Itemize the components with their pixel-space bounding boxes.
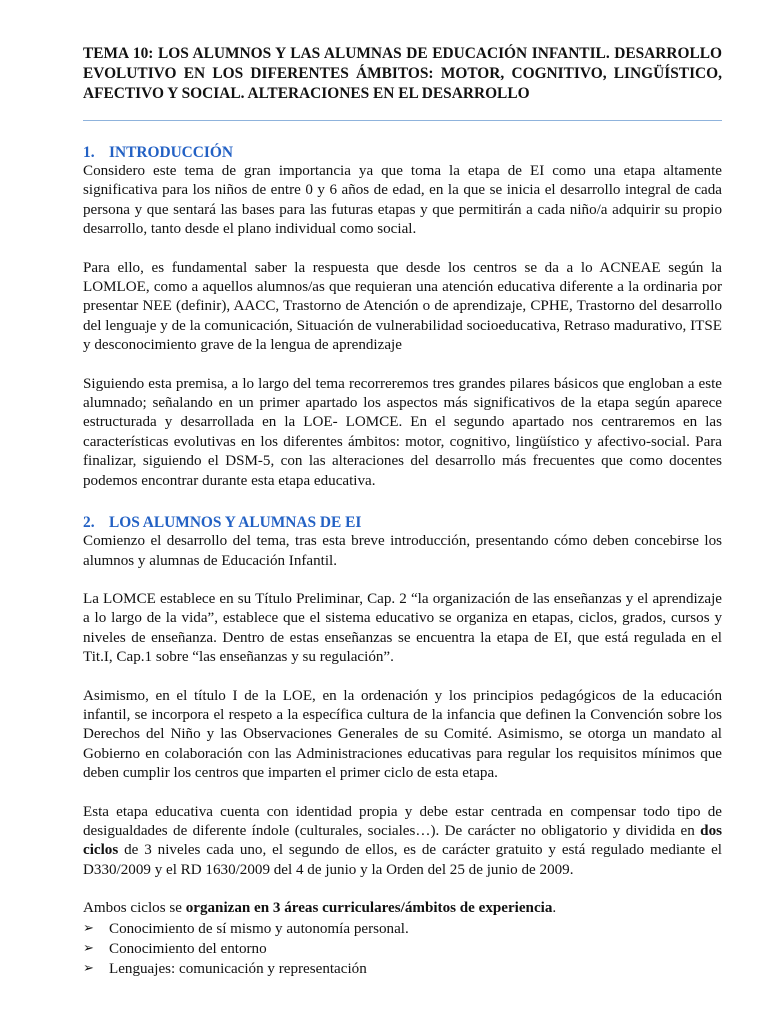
paragraph-5-text-start: Ambos ciclos se [83, 900, 186, 917]
section-1-paragraph-3: Siguiendo esta premisa, a lo largo del tema recorreremos tres grandes pilares básicos que engloban a este alumnado; señalando en un primer apartado los aspectos más significativos de la etapa según aparece estructurada y desarrollada en la LOE- LOMCE. En el segundo apartado nos centraremos en las características evolutivas en los diferentes ámbitos: motor, cognitivo, lingüístico y afectivo-social. Para finalizar, siguiendo el DSM-5, con las alteraciones del desarrollo más frecuentes que como docentes podemos encontrar durante esta etapa educativa. [83, 375, 722, 489]
paragraph-4-text-start: Esta etapa educativa cuenta con identidad propia y debe estar centrada en compensar todo tipo de desigualdades de diferente índole (culturales, sociales…). De carácter no obligatorio y dividida en [83, 803, 722, 839]
list-item [83, 959, 722, 979]
section-2-heading [83, 513, 722, 532]
arrow-bullet-icon: ➢ [83, 940, 94, 956]
arrow-bullet-icon: ➢ [83, 920, 94, 936]
section-2-title: LOS ALUMNOS Y ALUMNAS DE EI [109, 514, 362, 532]
section-2-paragraph-1: Comienzo el desarrollo del tema, tras esta breve introducción, presentando cómo deben concebirse los alumnos y alumnas de Educación Infantil. [83, 533, 722, 569]
section-1-heading [83, 143, 722, 162]
list-item-text: Conocimiento de sí mismo y autonomía personal. [109, 920, 409, 937]
list-item-text: Lenguajes: comunicación y representación [109, 960, 367, 977]
paragraph-4-bold-text: dos ciclos [83, 822, 722, 859]
section-2-number: 2. [83, 514, 95, 532]
section-1-number: 1. [83, 144, 95, 161]
list-item [83, 919, 722, 939]
section-1-title: INTRODUCCIÓN [109, 144, 233, 161]
arrow-bullet-icon: ➢ [83, 960, 94, 976]
paragraph-5-text-end: . [552, 900, 557, 917]
curricular-areas-list [83, 919, 722, 979]
paragraph-5-bold-text: organizan en 3 áreas curriculares/ámbitos de experiencia [185, 900, 553, 917]
paragraph-4-text-end: de 3 niveles cada uno, el segundo de ellos, es de carácter gratuito y está regulado mediante el D330/2009 y el RD 1630/2009 del 4 de junio y la Orden del 25 de junio de 2009. [83, 842, 722, 878]
title-divider [83, 120, 722, 121]
section-1-paragraph-2: Para ello, es fundamental saber la respuesta que desde los centros se da a lo ACNEAE según la LOMLOE, como a aquellos alumnos/as que requieran una atención educativa diferente a la ordinaria por presentar NEE (definir), AACC, Trastorno de Atención o de aprendizaje, CPHE, Trastorno del desarrollo del lenguaje y de la comunicación, Situación de vulnerabilidad socioeducativa, Retraso madurativo, ITSE y desconocimiento grave de la lengua de aprendizaje [83, 259, 722, 354]
document-title: TEMA 10: LOS ALUMNOS Y LAS ALUMNAS DE EDUCACIÓN INFANTIL. DESARROLLO EVOLUTIVO EN LOS DIFERENTES ÁMBITOS: MOTOR, COGNITIVO, LINGÜÍSTICO, AFECTIVO Y SOCIAL. ALTERACIONES EN EL DESARROLLO [83, 45, 722, 102]
section-2-paragraph-4 [83, 803, 722, 881]
section-2-paragraph-5 [83, 899, 722, 918]
list-item-text: Conocimiento del entorno [109, 940, 267, 957]
section-1-paragraph-1: Considero este tema de gran importancia ya que toma la etapa de EI como una etapa altamente significativa para los niños de entre 0 y 6 años de edad, en la que se inicia el desarrollo integral de cada persona y que sentará las bases para las futuras etapas y que permitirán a cada niño/a adquirir su propio desarrollo, tanto desde el plano individual como social. [83, 163, 722, 238]
section-2-paragraph-3: Asimismo, en el título I de la LOE, en la ordenación y los principios pedagógicos de la educación infantil, se incorpora el respeto a la específica cultura de la infancia que definen la Convención sobre los Derechos del Niño y las Observaciones Generales de su Comité. Asimismo, se otorga un mandato al Gobierno en colaboración con las Administraciones educativas para regular los requisitos mínimos que deben cumplir los centros que imparten el primer ciclo de esta etapa. [83, 687, 722, 782]
section-2-paragraph-2: La LOMCE establece en su Título Preliminar, Cap. 2 “la organización de las enseñanzas y el aprendizaje a lo largo de la vida”, establece que el sistema educativo se organiza en etapas, ciclos, grados, cursos y niveles de enseñanza. Dentro de estas enseñanzas se encuentra la etapa de EI, que está regulada en el Tit.I, Cap.1 sobre “las enseñanzas y su regulación”. [83, 590, 722, 666]
list-item [83, 939, 722, 959]
